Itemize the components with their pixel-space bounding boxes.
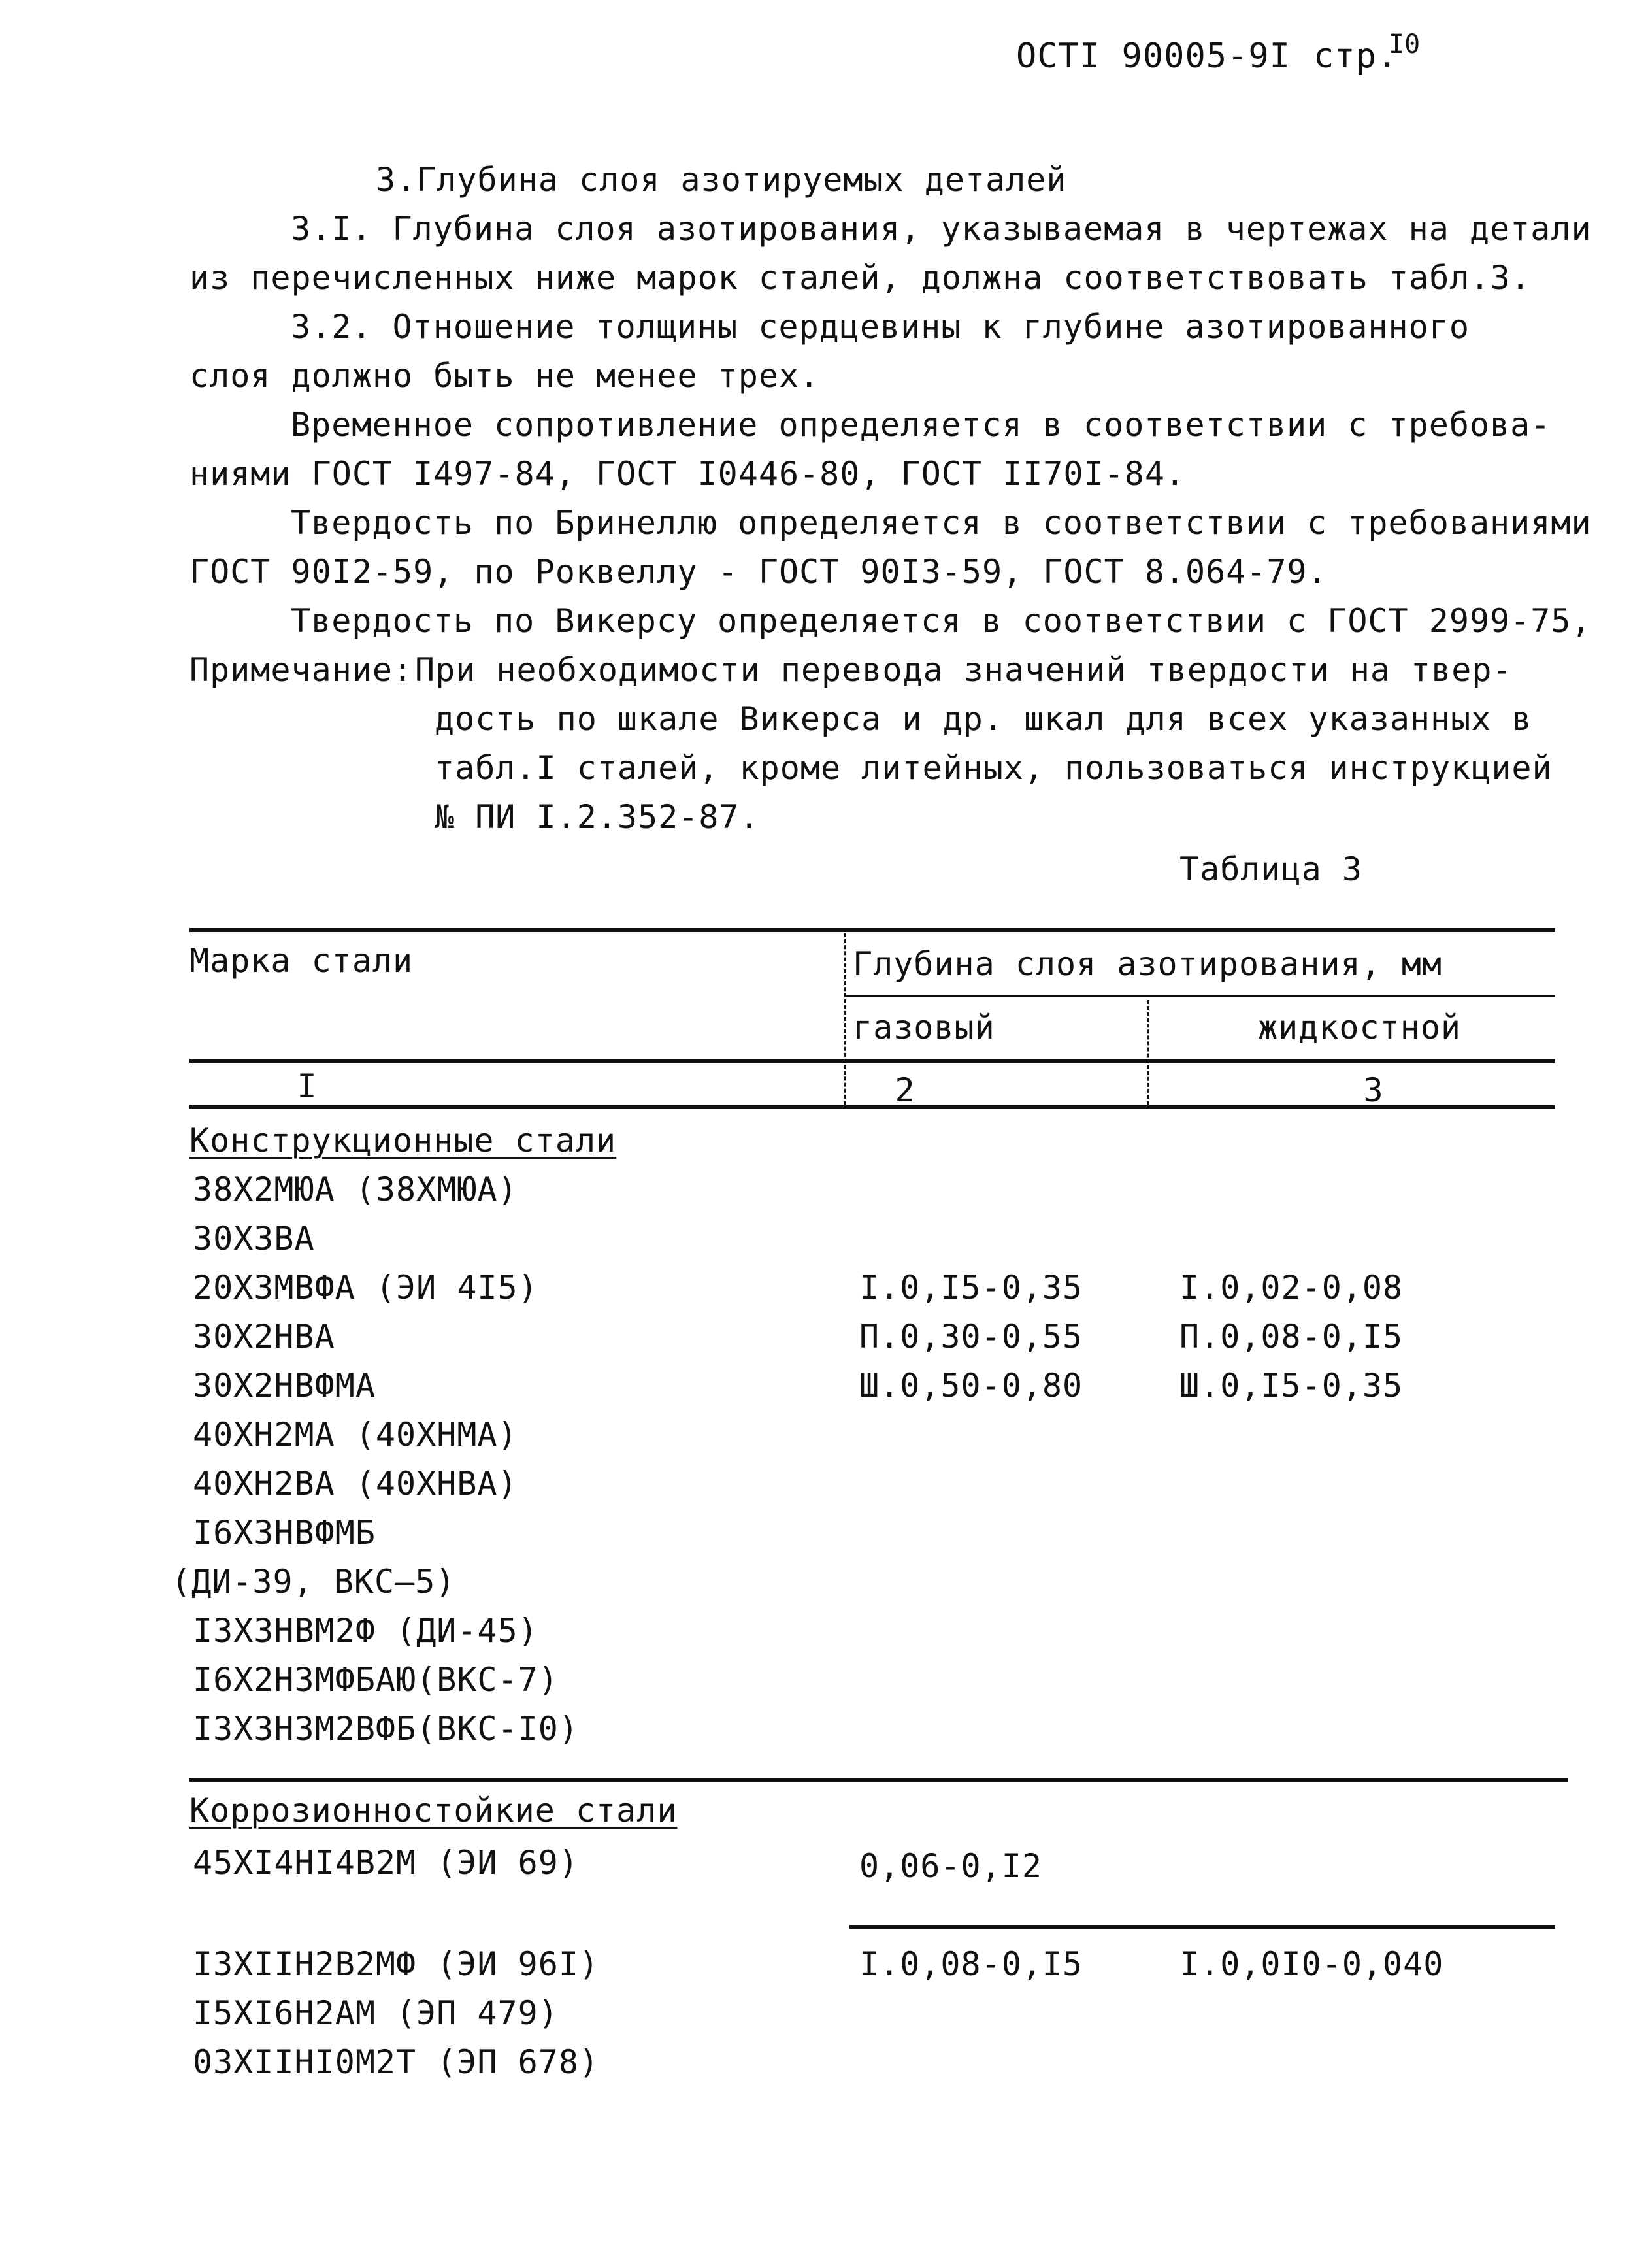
gas-depth-value: 0,06-0,I2 xyxy=(859,1847,1042,1885)
liquid-depth-value: Ш.0,I5-0,35 xyxy=(1179,1367,1404,1405)
paragraph-brinell-line1: Твердость по Бринеллю определяется в соответствии с требованиями xyxy=(291,504,1592,542)
steel-grade: I3Х3НВМ2Ф (ДИ-45) xyxy=(193,1612,538,1650)
paragraph-3-2-line2: слоя должно быть не менее трех. xyxy=(189,357,820,395)
gas-depth-value: Ш.0,50-0,80 xyxy=(859,1367,1083,1405)
table-caption: Таблица 3 xyxy=(1179,850,1362,888)
paragraph-strength-line1: Временное сопротивление определяется в соответствии с требова- xyxy=(291,406,1551,444)
group-separator-rule xyxy=(189,1778,1568,1782)
steel-grade: 03ХIIНI0М2Т (ЭП 678) xyxy=(193,2043,600,2081)
column-number-3: 3 xyxy=(1363,1071,1384,1109)
table-subheader-rule xyxy=(846,995,1555,997)
steel-grade: 30Х3ВА xyxy=(193,1220,315,1258)
table-top-rule xyxy=(189,928,1555,932)
steel-grade: 30Х2НВФМА xyxy=(193,1367,376,1405)
column-header-nitriding-depth: Глубина слоя азотирования, мм xyxy=(853,945,1442,983)
note-line1: При необходимости перевода значений твердости на твер- xyxy=(415,651,1513,689)
section-title: 3.Глубина слоя азотируемых деталей xyxy=(376,161,1067,199)
column-header-steel-grade: Марка стали xyxy=(189,942,414,980)
steel-grade: I3Х3Н3М2ВФБ(ВКС-I0) xyxy=(193,1710,579,1748)
column-number-1: I xyxy=(297,1067,318,1105)
gas-depth-value: П.0,30-0,55 xyxy=(859,1318,1083,1356)
group-separator-rule xyxy=(849,1925,1555,1929)
note-line3: табл.I сталей, кроме литейных, пользоваться инструкцией xyxy=(435,749,1553,787)
group-title-structural-steels: Конструкционные стали xyxy=(189,1122,617,1159)
steel-grade: 38Х2МЮА (38ХМЮА) xyxy=(193,1171,518,1209)
column-number-2: 2 xyxy=(895,1071,915,1109)
gas-depth-value: I.0,I5-0,35 xyxy=(859,1269,1083,1307)
note-line4: № ПИ I.2.352-87. xyxy=(435,798,760,836)
note-line2: дость по шкале Викерса и др. шкал для всех указанных в xyxy=(435,700,1532,738)
liquid-depth-value: П.0,08-0,I5 xyxy=(1179,1318,1404,1356)
liquid-depth-value: I.0,02-0,08 xyxy=(1179,1269,1404,1307)
liquid-depth-value: I.0,0I0-0,040 xyxy=(1179,1945,1444,1983)
steel-grade: 40ХН2МА (40ХНМА) xyxy=(193,1416,518,1454)
steel-grade: 40ХН2ВА (40ХНВА) xyxy=(193,1465,518,1503)
table-number-row-rule xyxy=(189,1105,1555,1109)
steel-grade: I6Х2Н3МФБАЮ(ВКС-7) xyxy=(193,1661,559,1699)
steel-grade: 20Х3МВФА (ЭИ 4I5) xyxy=(193,1269,538,1307)
column-header-liquid: жидкостной xyxy=(1258,1009,1462,1046)
steel-grade: (ДИ-39, ВКС—5) xyxy=(171,1563,456,1601)
document-code: ОСТI 90005-9I xyxy=(1016,37,1291,76)
paragraph-brinell-line2: ГОСТ 90I2-59, по Роквеллу - ГОСТ 90I3-59, ГОСТ 8.064-79. xyxy=(189,553,1328,591)
steel-grade: 45ХI4НI4В2М (ЭИ 69) xyxy=(193,1844,579,1882)
note-label: Примечание: xyxy=(189,651,414,689)
steel-grade: I6Х3НВФМБ xyxy=(193,1514,376,1552)
page-number: I0 xyxy=(1389,29,1421,59)
steel-grade: 30Х2НВА xyxy=(193,1318,335,1356)
paragraph-vickers: Твердость по Викерсу определяется в соответствии с ГОСТ 2999-75, xyxy=(291,602,1592,640)
steel-grade: I5ХI6Н2АМ (ЭП 479) xyxy=(193,1994,559,2032)
page-label: стр. xyxy=(1313,37,1398,76)
paragraph-strength-line2: ниями ГОСТ I497-84, ГОСТ I0446-80, ГОСТ II70I-84. xyxy=(189,455,1186,493)
table-column-separator-1 xyxy=(844,933,846,1105)
paragraph-3-1-line2: из перечисленных ниже марок сталей, должна соответствовать табл.3. xyxy=(189,259,1531,297)
paragraph-3-2-line1: 3.2. Отношение толщины сердцевины к глубине азотированного xyxy=(291,308,1470,346)
gas-depth-value: I.0,08-0,I5 xyxy=(859,1945,1083,1983)
group-title-corrosion-resistant-steels: Коррозионностойкие стали xyxy=(189,1792,678,1829)
paragraph-3-1-line1: 3.I. Глубина слоя азотирования, указываемая в чертежах на детали xyxy=(291,210,1592,248)
steel-grade: I3ХIIН2В2МФ (ЭИ 96I) xyxy=(193,1945,600,1983)
table-column-separator-2 xyxy=(1147,1000,1149,1105)
table-header-bottom-rule xyxy=(189,1059,1555,1063)
column-header-gas: газовый xyxy=(853,1009,995,1046)
